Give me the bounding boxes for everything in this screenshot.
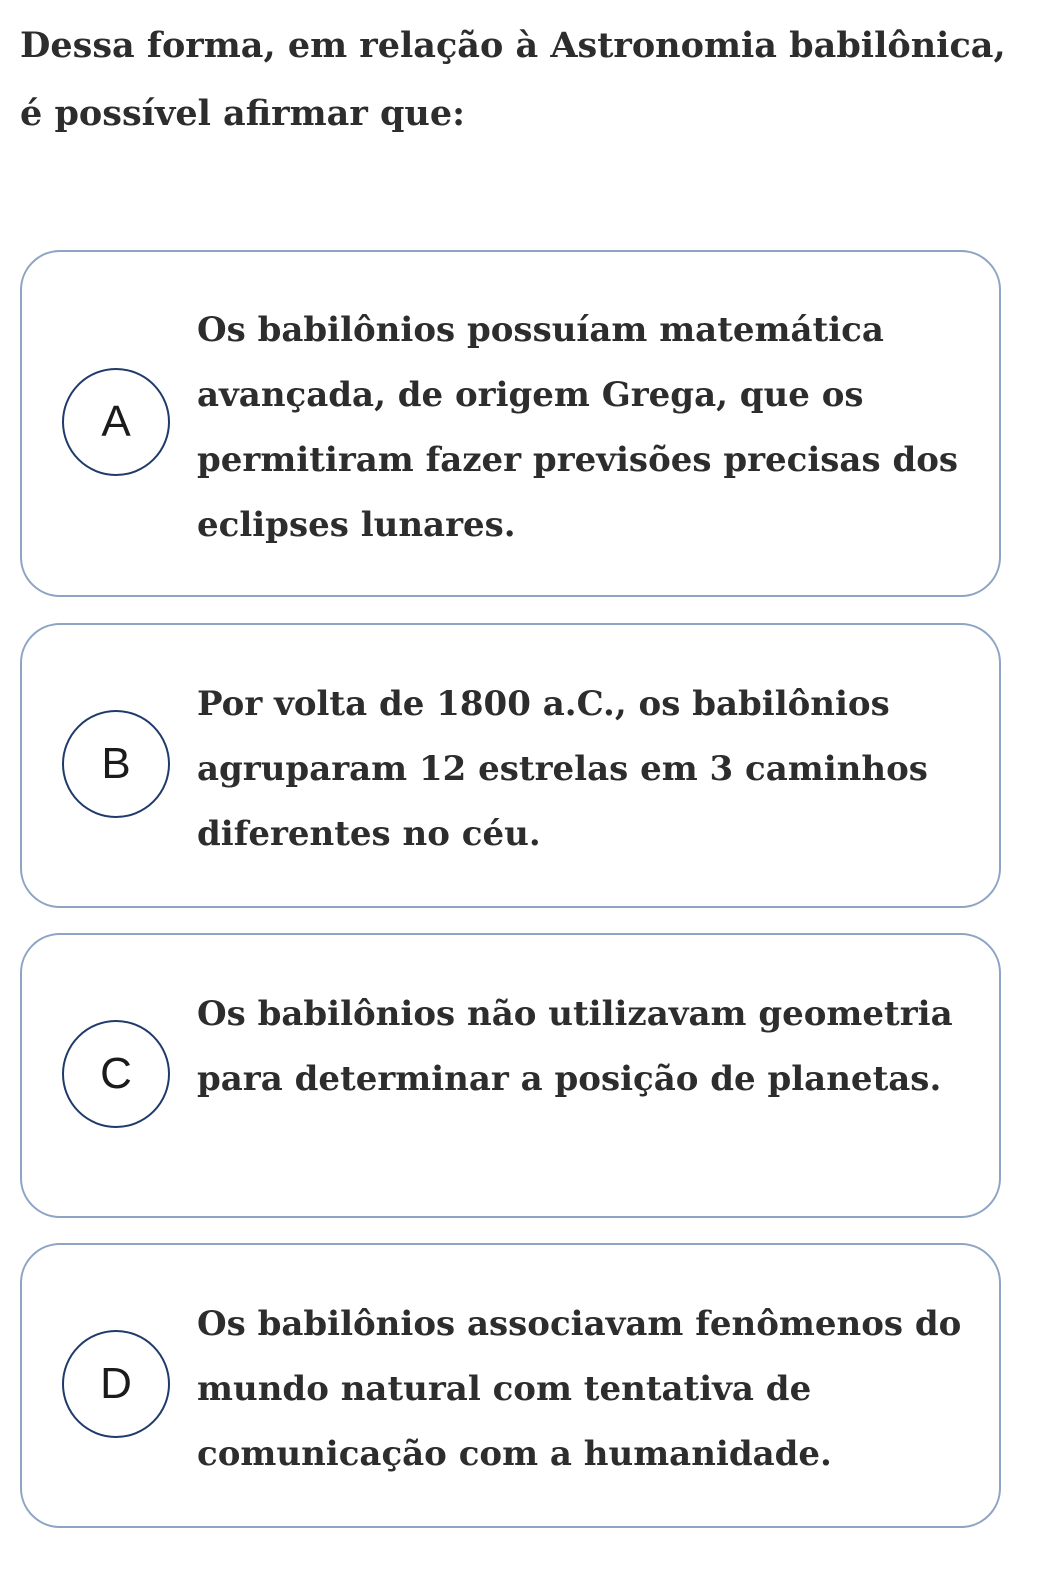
option-b-letter: B [62, 710, 170, 818]
option-d-text: Os babilônios associavam fenômenos do mundo natural com tentativa de comunicação com a humanidade. [197, 1304, 962, 1474]
option-b-card[interactable] [20, 623, 1001, 908]
option-d-card[interactable] [20, 1243, 1001, 1528]
option-d-letter: D [62, 1330, 170, 1438]
option-a-text: Os babilônios possuíam matemática avançada, de origem Grega, que os permitiram fazer previsões precisas dos eclipses lunares. [197, 310, 959, 545]
option-c-card[interactable] [20, 933, 1001, 1218]
option-a-card[interactable] [20, 250, 1001, 597]
option-c-text: Os babilônios não utilizavam geometria para determinar a posição de planetas. [197, 994, 953, 1099]
option-b-text: Por volta de 1800 a.C., os babilônios agruparam 12 estrelas em 3 caminhos diferentes no céu. [197, 684, 928, 854]
question-text: Dessa forma, em relação à Astronomia babilônica, é possível afirmar que: [20, 25, 1006, 134]
option-c-letter: C [62, 1020, 170, 1128]
option-a-letter: A [62, 368, 170, 476]
